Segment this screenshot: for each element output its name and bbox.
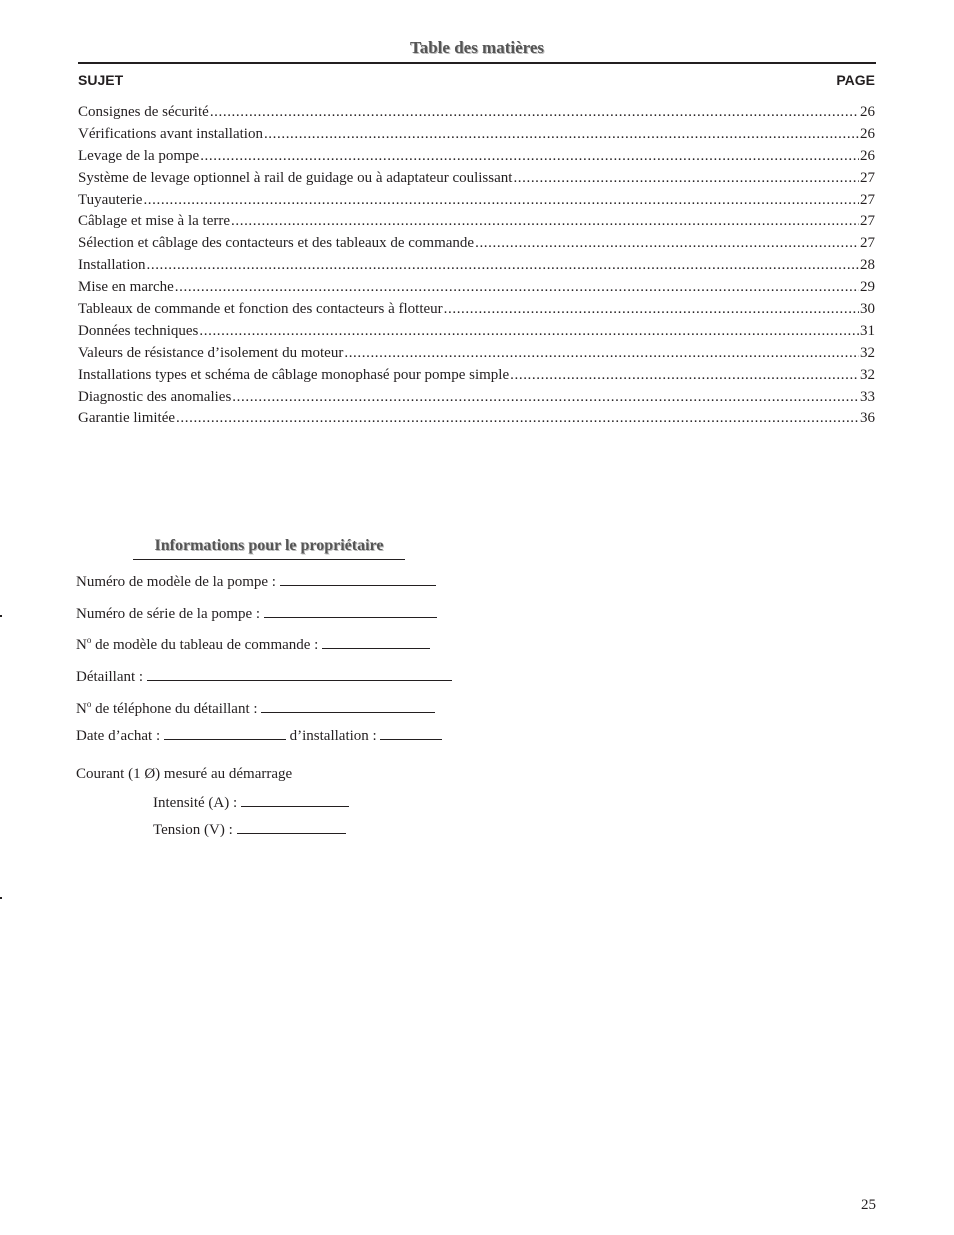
volts-blank[interactable] (237, 819, 346, 834)
punch-mark (0, 615, 2, 617)
toc-subject-header: SUJET (78, 72, 124, 88)
toc-entry[interactable] (78, 233, 875, 255)
purchase-date-label: Date d’achat : (76, 728, 161, 744)
dealer-blank[interactable] (147, 666, 452, 681)
toc-entry-label: Tuyauterie (78, 191, 143, 208)
toc-leader (147, 255, 860, 277)
toc-page-header: PAGE (836, 72, 875, 88)
toc-entry-label: Mise en marche (78, 279, 174, 296)
dealer-phone-label: de téléphone du détaillant : (91, 701, 258, 717)
toc-entry[interactable] (78, 190, 875, 212)
control-model-field (76, 634, 430, 654)
toc-entry-label: Garantie limitée (78, 410, 176, 427)
toc-entry-label: Valeurs de résistance d’isolement du moteur (78, 344, 344, 361)
toc-entry-label: Vérifications avant installation (78, 125, 263, 142)
pump-model-label: Numéro de modèle de la pompe : (76, 574, 276, 590)
toc-entry-page: 27 (860, 213, 875, 230)
toc-entry-label: Installation (78, 257, 146, 274)
toc-leader (200, 146, 859, 168)
page-number: 25 (861, 1197, 876, 1213)
toc-entry-page: 26 (860, 104, 875, 120)
toc-entry[interactable] (78, 255, 875, 277)
dates-field (76, 725, 442, 745)
toc-entry-page: 28 (860, 257, 875, 274)
toc-entry-page: 26 (860, 147, 875, 164)
toc-title: Table des matières (409, 38, 545, 57)
amps-label: Intensité (A) : (153, 795, 238, 811)
toc-entry[interactable] (78, 321, 875, 343)
purchase-date-blank[interactable] (164, 725, 286, 740)
pump-serial-blank[interactable] (264, 603, 437, 618)
toc-entry-label: Diagnostic des anomalies (78, 388, 232, 405)
toc-leader (175, 277, 859, 299)
toc-entry[interactable] (78, 168, 875, 190)
toc-entry-label: Consignes de sécurité (78, 104, 209, 120)
dealer-phone-blank[interactable] (261, 698, 435, 713)
dealer-field (76, 666, 452, 686)
toc-leader (513, 168, 859, 190)
current-heading: Courant (1 Ø) mesuré au démarrage (76, 766, 293, 782)
toc-entry-page: 27 (860, 235, 875, 252)
toc-entry-page: 27 (860, 169, 875, 186)
toc-entry[interactable] (78, 387, 875, 409)
control-model-sup: o (86, 635, 92, 645)
dealer-phone-prefix: N (76, 701, 87, 717)
toc-entry-page: 33 (860, 388, 875, 405)
toc-entry[interactable] (78, 146, 875, 168)
pump-model-field (76, 571, 436, 591)
toc-entry-label: Tableaux de commande et fonction des contacteurs à flotteur (78, 301, 443, 318)
toc-leader (475, 233, 859, 255)
toc-leader (231, 211, 859, 233)
toc-entry-page: 26 (860, 125, 875, 142)
toc-list (78, 102, 875, 430)
toc-entry-label: Installations types et schéma de câblage monophasé pour pompe simple (78, 366, 510, 383)
volts-field (153, 819, 346, 839)
toc-entry-page: 30 (860, 301, 875, 318)
control-model-label: de modèle du tableau de commande : (91, 637, 319, 653)
toc-leader (176, 408, 859, 430)
toc-entry[interactable] (78, 299, 875, 321)
amps-blank[interactable] (241, 792, 349, 807)
toc-leader (510, 365, 859, 387)
install-date-label: d’installation : (289, 728, 377, 744)
toc-entry[interactable] (78, 124, 875, 146)
toc-entry-page: 31 (860, 322, 875, 339)
toc-leader (232, 387, 859, 409)
toc-entry-label: Données techniques (78, 322, 199, 339)
toc-entry[interactable] (78, 408, 875, 430)
volts-label: Tension (V) : (153, 822, 233, 838)
toc-entry[interactable] (78, 365, 875, 387)
dealer-phone-sup: o (86, 699, 92, 709)
toc-entry-label: Câblage et mise à la terre (78, 213, 231, 230)
toc-leader (264, 124, 859, 146)
dealer-label: Détaillant : (76, 669, 144, 685)
toc-entry[interactable] (78, 343, 875, 365)
control-model-prefix: N (76, 637, 87, 653)
pump-model-blank[interactable] (280, 571, 436, 586)
toc-leader (444, 299, 859, 321)
toc-entry-page: 32 (860, 366, 875, 383)
toc-leader (210, 102, 859, 124)
toc-entry-page: 27 (860, 191, 875, 208)
toc-entry-label: Système de levage optionnel à rail de guidage ou à adaptateur coulissant (78, 169, 513, 186)
amps-field (153, 792, 349, 812)
toc-entry[interactable] (78, 211, 875, 233)
pump-serial-label: Numéro de série de la pompe : (76, 606, 261, 622)
pump-serial-field (76, 603, 437, 623)
toc-leader (143, 190, 859, 212)
install-date-blank[interactable] (380, 725, 442, 740)
control-model-blank[interactable] (322, 634, 430, 649)
toc-entry-page: 32 (860, 344, 875, 361)
punch-mark (0, 897, 2, 899)
toc-divider (78, 62, 876, 64)
toc-leader (199, 321, 859, 343)
owner-info-title: Informations pour le propriétaire (133, 537, 405, 560)
toc-entry-page: 29 (860, 279, 875, 296)
toc-entry[interactable] (78, 277, 875, 299)
dealer-phone-field (76, 698, 435, 718)
toc-entry-page: 36 (860, 410, 875, 427)
toc-leader (344, 343, 859, 365)
toc-entry[interactable] (78, 102, 875, 124)
toc-entry-label: Sélection et câblage des contacteurs et des tableaux de commande (78, 235, 475, 252)
toc-entry-label: Levage de la pompe (78, 147, 200, 164)
